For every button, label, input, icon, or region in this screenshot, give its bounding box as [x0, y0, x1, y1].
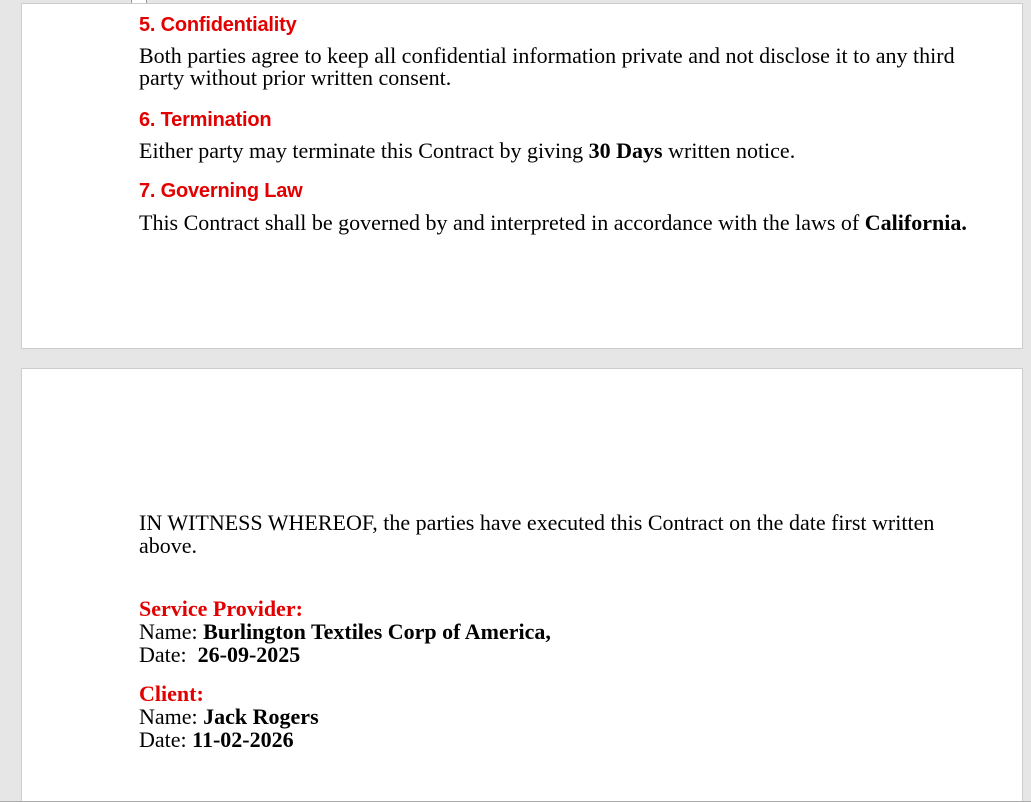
page-2-content [22, 369, 1022, 751]
service-provider-date-value: 26-09-2025 [197, 642, 301, 667]
section-heading-confidentiality: 5. Confidentiality [139, 14, 297, 36]
service-provider-name-row [139, 620, 967, 643]
confidentiality-line-2: party without prior written consent. [139, 65, 452, 90]
service-provider-date-row [139, 643, 967, 666]
service-provider-date-label: Date: [139, 642, 198, 667]
client-date-row [139, 728, 967, 751]
confidentiality-line-1: Both parties agree to keep all confidential information private and not disclose it to any third [139, 43, 955, 68]
section-heading-termination: 6. Termination [139, 109, 272, 131]
witness-paragraph [139, 511, 967, 557]
document-page-1[interactable] [21, 3, 1023, 349]
client-name-value: Jack Rogers [203, 704, 319, 729]
document-page-2[interactable] [21, 368, 1023, 802]
governing-law-text-prefix: This Contract shall be governed by and interpreted in accordance with the laws of [139, 210, 865, 235]
termination-text-prefix: Either party may terminate this Contract by giving [139, 138, 589, 163]
client-name-row [139, 705, 967, 728]
page-1-content [22, 15, 1022, 234]
service-provider-label: Service Provider: [139, 596, 303, 621]
termination-notice-period: 30 Days [588, 138, 663, 163]
governing-law-state: California. [864, 210, 967, 235]
witness-line-2: above. [139, 533, 198, 558]
service-provider-name-value: Burlington Textiles Corp of America, [203, 619, 551, 644]
client-label: Client: [139, 681, 204, 706]
governing-law-paragraph [139, 212, 967, 234]
termination-text-suffix: written notice. [662, 138, 796, 163]
client-date-value: 11-02-2026 [192, 727, 294, 752]
client-name-label: Name: [139, 704, 204, 729]
client-date-label: Date: [139, 727, 193, 752]
termination-paragraph [139, 140, 967, 162]
witness-line-1: IN WITNESS WHEREOF, the parties have executed this Contract on the date first written [139, 510, 935, 535]
service-provider-name-label: Name: [139, 619, 204, 644]
section-heading-governing-law: 7. Governing Law [139, 180, 303, 202]
confidentiality-paragraph [139, 45, 967, 89]
